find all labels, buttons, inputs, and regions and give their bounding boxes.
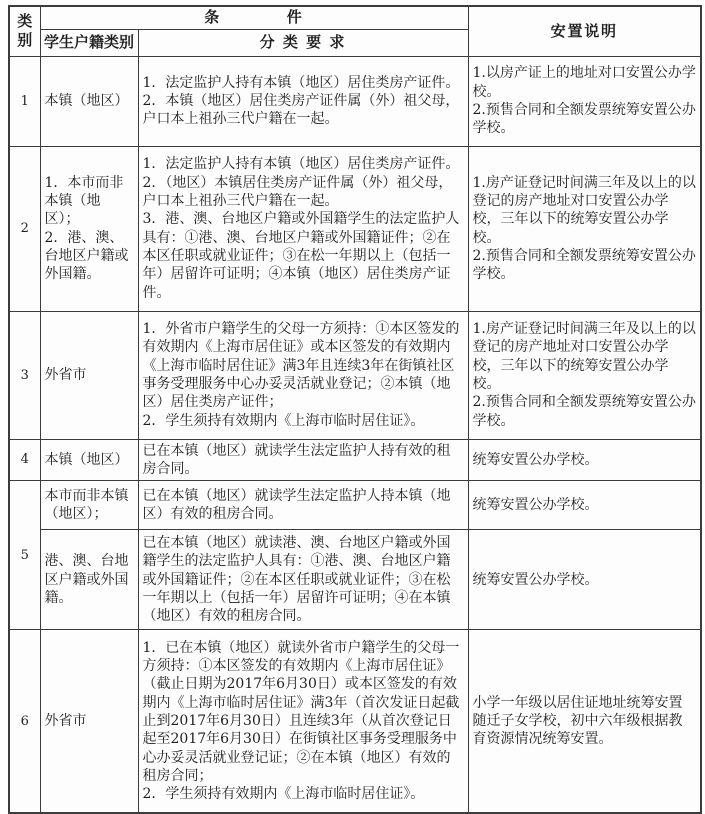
- header-category: 类别: [9, 6, 40, 56]
- text-line: 3．港、澳、台地区户籍或外国籍学生的法定监护人具有：①港、澳、台地区户籍或外国籍证件；②在本区任职或就业证件；③在松一年期以上（包括一年）居留许可证明；④本镇（地区）居住类房产证件。: [142, 211, 460, 301]
- placement-policy-table: [8, 5, 702, 814]
- row1-placement: [468, 56, 701, 146]
- row1-requirements: [138, 56, 468, 146]
- row5b-placement: [468, 530, 701, 630]
- row4-requirements: [138, 439, 468, 481]
- text-line: 2．学生须持有效期内《上海市临时居住证》。: [142, 786, 425, 803]
- text-line: 1．已在本镇（地区）就读外省市户籍学生的父母一方须持：①本区签发的有效期内《上海市居住证》（截止日期为2017年6月30日）或本区签发的有效期内《上海市临时居住证》满3年（首次发证日起截止到2017年6月30日）且连续3年（从首次登记日起至2017年6月30日）在街镇社区事务受理服务中心办妥灵活就业登记证；②在本镇（地区）有效的租房合同；: [142, 639, 460, 784]
- row2-requirements: [138, 146, 468, 311]
- text-line: 本镇（地区）: [44, 451, 129, 468]
- row3-hukou: [40, 311, 138, 439]
- row3-placement: [468, 311, 701, 439]
- row5-number: 5: [9, 481, 40, 630]
- row5a-requirements: [138, 481, 468, 530]
- text-line: 1．外省市户籍学生的父母一方须持：①本区签发的有效期内《上海市居住证》或本区签发的有效期内《上海市临时居住证》满3年且连续3年在街镇社区事务受理服务中心办妥灵活就业登记；②本镇（地区）居住类房产证件；: [142, 321, 460, 411]
- text-line: 本镇（地区）: [44, 92, 129, 109]
- row5a-hukou: [40, 481, 138, 530]
- row1-hukou: [40, 56, 138, 146]
- row2-placement: [468, 146, 701, 311]
- text-line: 1.房产证登记时间满三年及以上的以登记的房产地址对口安置公办学校，三年以下的统筹安置公办学校。: [472, 321, 696, 393]
- text-line: 2．港、澳、台地区户籍或外国籍。: [44, 229, 129, 283]
- row4-placement: [468, 439, 701, 481]
- text-line: 2.预售合同和全额发票统筹安置公办学校。: [472, 247, 696, 283]
- header-requirements: 分类要求: [138, 29, 468, 56]
- text-line: 2．本镇（地区）居住类房产证件属（外）祖父母，户口本上祖孙三代户籍在一起。: [142, 92, 460, 128]
- text-line: 1．法定监护人持有本镇（地区）居住类房产证件。: [142, 156, 460, 173]
- text-line: 外省市: [44, 712, 87, 729]
- row3-requirements: [138, 311, 468, 439]
- table-row-4: [9, 439, 701, 481]
- header-condition: 条件: [40, 6, 468, 29]
- header-hukou-type: 学生户籍类别: [40, 29, 138, 56]
- row4-number: 4: [9, 439, 40, 481]
- text-line: 2.预售合同和全额发票统筹安置公办学校。: [472, 102, 696, 137]
- text-line: 1．法定监护人持有本镇（地区）居住类房产证件。: [142, 74, 460, 91]
- text-line: 已在本镇（地区）就读学生法定监护人持有效的租房合同。: [142, 442, 451, 477]
- row3-number: 3: [9, 311, 40, 439]
- header-placement: 安置说明: [468, 6, 701, 56]
- text-line: 已在本镇（地区）就读学生法定监护人持本镇（地区）有效的租房合同。: [142, 487, 451, 523]
- table-row-1: [9, 56, 701, 146]
- text-line: 2．学生须持有效期内《上海市临时居住证》。: [142, 412, 425, 429]
- row2-hukou: [40, 146, 138, 311]
- text-line: 1.以房产证上的地址对口安置公办学校。: [472, 65, 696, 100]
- row6-placement: [468, 630, 701, 813]
- text-line: 统筹安置公办学校。: [472, 497, 599, 514]
- text-line: 统筹安置公办学校。: [472, 571, 599, 588]
- text-line: 2．（地区）本镇居住类房产证件属（外）祖父母，户口本上祖孙三代户籍在一起。: [142, 174, 453, 209]
- row4-hukou: [40, 439, 138, 481]
- text-line: 1．本市而非本镇（地区）；: [44, 174, 124, 228]
- table-row-2: [9, 146, 701, 311]
- text-line: 小学一年级以居住证地址统筹安置随迁子女学校，初中六年级根据教育资源情况统筹安置。: [472, 694, 683, 748]
- row2-number: 2: [9, 146, 40, 311]
- text-line: 1.房产证登记时间满三年及以上的以登记的房产地址对口安置公办学校，三年以下的统筹安置公办学校。: [472, 174, 696, 246]
- table-row-5a: [9, 481, 701, 530]
- text-line: 2.预售合同和全额发票统筹安置公办学校。: [472, 394, 696, 429]
- row5a-placement: [468, 481, 701, 530]
- row1-number: 1: [9, 56, 40, 146]
- table-row-6: [9, 630, 701, 813]
- text-line: 统筹安置公办学校。: [472, 451, 599, 468]
- row6-number: 6: [9, 630, 40, 813]
- row5b-requirements: [138, 530, 468, 630]
- row5b-hukou: [40, 530, 138, 630]
- text-line: 本市而非本镇（地区）；: [44, 487, 129, 523]
- table-row-5b: [9, 530, 701, 630]
- table-row-3: [9, 311, 701, 439]
- row6-requirements: [138, 630, 468, 813]
- text-line: 外省市: [44, 366, 87, 383]
- text-line: 已在本镇（地区）就读港、澳、台地区户籍或外国籍学生的法定监护人具有：①港、澳、台地区户籍或外国籍证件；②在本区任职或就业证件；③在松一年期以上（包括一年）居留许可证明；④在本镇（地区）有效的租房合同。: [142, 534, 451, 625]
- row6-hukou: [40, 630, 138, 813]
- text-line: 港、澳、台地区户籍或外国籍。: [44, 553, 129, 606]
